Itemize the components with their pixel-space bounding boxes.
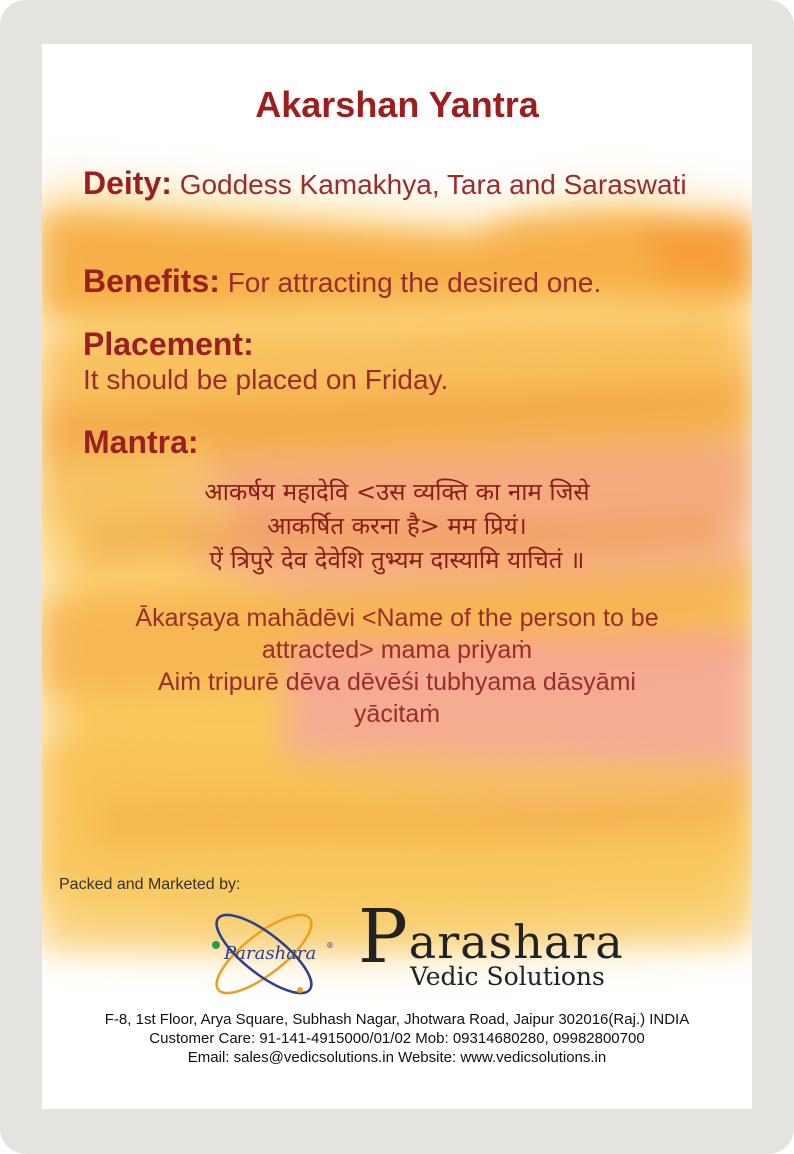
footer-address: F-8, 1st Floor, Arya Square, Subhash Nagar, Jhotwara Road, Jaipur 302016(Raj.) INDIA bbox=[104, 1011, 690, 1028]
brand-subtitle: Vedic Solutions bbox=[410, 962, 605, 991]
mantra-label: Mantra: bbox=[83, 424, 199, 460]
parashara-logo bbox=[202, 908, 342, 1000]
footer-contact: Email: sales@vedicsolutions.in Website: www.vedicsolutions.in bbox=[187, 1049, 607, 1066]
deity-label: Deity: bbox=[83, 165, 172, 201]
logo-text: Parashara bbox=[224, 943, 317, 964]
card-content bbox=[42, 44, 752, 1109]
footer-customer-care: Customer Care: 91-141-4915000/01/02 Mob: 09314680280, 09982800700 bbox=[149, 1030, 645, 1047]
placement-label: Placement: bbox=[83, 326, 254, 362]
mantra-section bbox=[83, 424, 723, 462]
parashara-orbit-logo-icon bbox=[202, 908, 342, 1000]
mantra-transliteration-line: yācitaṁ bbox=[353, 700, 441, 728]
mantra-transliteration-line: attracted> mama priyaṁ bbox=[261, 636, 533, 664]
brand-wordmark bbox=[358, 894, 658, 991]
mantra-devanagari-line: आकर्षित करना है> मम प्रियं। bbox=[267, 512, 527, 540]
brand-initial: P bbox=[358, 894, 409, 980]
mantra-transliteration bbox=[82, 602, 712, 730]
yantra-info-card bbox=[42, 44, 752, 1109]
contact-footer bbox=[42, 1010, 752, 1067]
benefits-label: Benefits: bbox=[83, 263, 220, 299]
logo-registered-mark: ® bbox=[326, 941, 334, 950]
deity-section bbox=[83, 165, 723, 203]
benefits-value: For attracting the desired one. bbox=[227, 267, 602, 298]
mantra-devanagari-line: ऐं त्रिपुरे देव देवेशि तुभ्यम दास्यामि याचितं ॥ bbox=[209, 546, 585, 574]
placement-section bbox=[83, 326, 723, 398]
mantra-devanagari-line: आकर्षय महादेवि <उस व्यक्ति का नाम जिसे bbox=[204, 478, 590, 506]
mantra-transliteration-line: Aiṁ tripurē dēva dēvēśi tubhyama dāsyāmi bbox=[157, 668, 636, 696]
deity-value: Goddess Kamakhya, Tara and Saraswati bbox=[179, 169, 687, 200]
benefits-section bbox=[83, 263, 723, 301]
page-title: Akarshan Yantra bbox=[255, 84, 539, 125]
placement-value: It should be placed on Friday. bbox=[83, 364, 449, 395]
mantra-devanagari bbox=[82, 475, 712, 577]
brand-name-rest: arashara bbox=[408, 915, 624, 969]
packed-by-label: Packed and Marketed by: bbox=[59, 876, 241, 893]
mantra-transliteration-line: Ākarṣaya mahādēvi <Name of the person to be bbox=[135, 604, 659, 632]
